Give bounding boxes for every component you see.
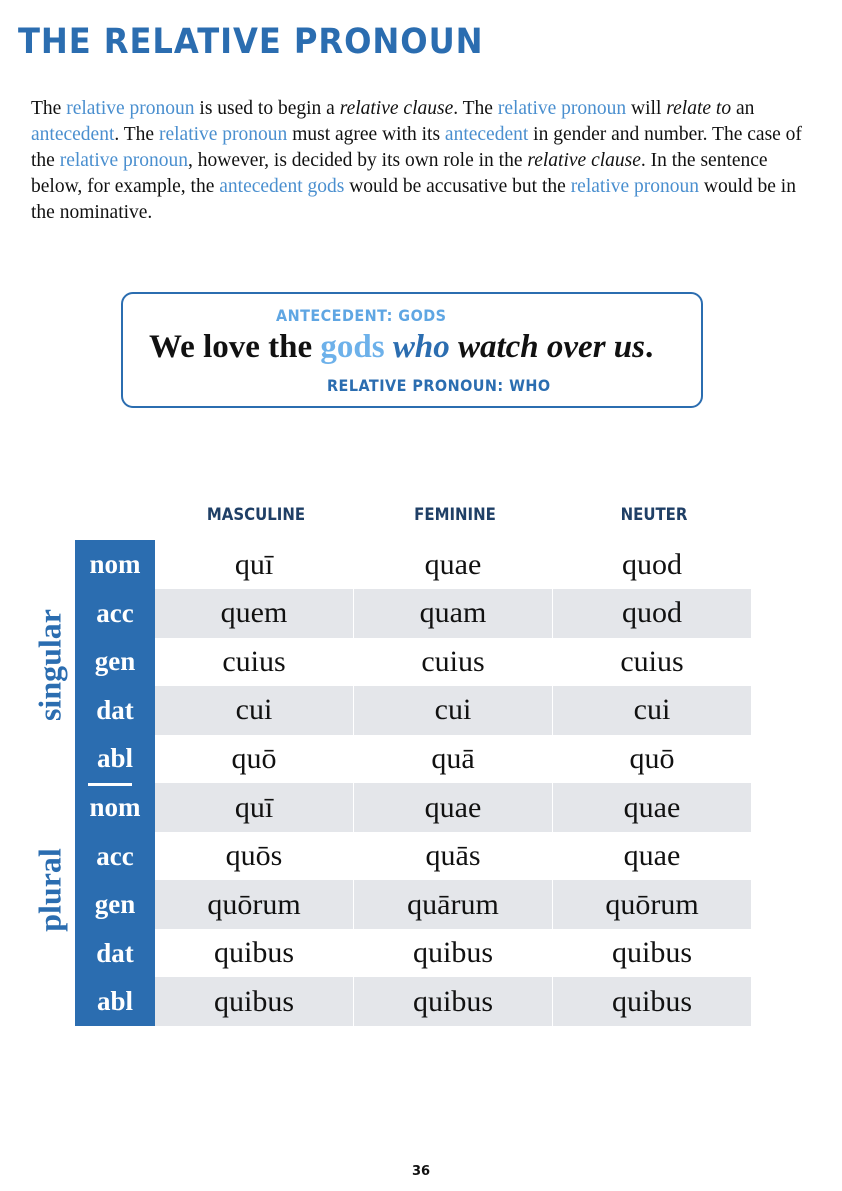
feminine-cell: quārum [354,880,552,929]
feminine-cell: quā [431,741,475,775]
singular-label: singular [31,608,68,722]
masculine-cell: quī [155,783,353,832]
italic-term: relative clause [527,150,641,171]
sentence-antecedent-word: gods [320,329,385,365]
intro-text: would be in the nominative. [31,176,796,223]
masculine-cell: cui [155,686,353,735]
masculine-cell: quōrum [155,880,353,929]
feminine-cell: cui [354,686,552,735]
sentence-relative-pronoun-word: who [392,329,450,365]
intro-text: is used to begin a [194,98,340,119]
masculine-cell: quī [234,547,274,581]
number-divider [88,783,132,786]
intro-text: will [626,98,667,119]
page-title: THE RELATIVE PRONOUN [18,22,484,62]
intro-text: would be accusative but the [344,176,571,197]
highlighted-term: antecedent [31,124,115,145]
highlighted-term: antecedent [444,124,529,145]
page-number: 36 [411,1164,431,1179]
feminine-cell: cuius [421,644,485,678]
column-header-masculine: MASCULINE [206,505,306,525]
table-row [75,734,752,783]
feminine-cell: quam [354,589,552,638]
table-row [75,686,752,735]
intro-text: The [31,98,67,119]
masculine-cell: cuius [222,644,286,678]
case-label: abl [75,977,155,1026]
neuter-cell: quae [623,839,681,873]
intro-text: . The [453,98,498,119]
highlighted-term: relative pronoun [497,98,627,119]
italic-term: relative clause [339,98,454,119]
neuter-cell: cuius [620,644,684,678]
highlighted-term: relative pronoun [59,150,189,171]
case-label: acc [75,832,155,881]
neuter-cell: quō [629,741,675,775]
table-row [75,929,752,978]
feminine-cell: quibus [412,936,493,970]
case-label: nom [75,540,155,589]
case-label: acc [75,589,155,638]
intro-text: . The [114,124,159,145]
sentence-period: . [644,329,654,365]
masculine-cell: quibus [213,936,294,970]
case-label: abl [75,734,155,783]
case-label: dat [75,929,155,978]
neuter-cell: quibus [553,977,751,1026]
masculine-cell: quem [155,589,353,638]
feminine-cell: quibus [354,977,552,1026]
masculine-cell: quōs [225,839,283,873]
highlighted-term: relative pronoun [158,124,288,145]
intro-text: must agree with its [287,124,445,145]
highlighted-term: antecedent gods [219,176,345,197]
case-label: gen [75,637,155,686]
column-header-neuter: NEUTER [620,505,688,525]
italic-term: relate to [666,98,732,119]
antecedent-annotation: ANTECEDENT: GODS [276,306,447,325]
neuter-cell: cui [553,686,751,735]
case-label: nom [75,783,155,832]
case-label: dat [75,686,155,735]
feminine-cell: quae [424,547,482,581]
example-sentence-box [121,292,703,408]
relative-pronoun-annotation: RELATIVE PRONOUN: WHO [327,376,551,395]
intro-paragraph [31,96,811,226]
table-row [75,832,752,881]
plural-label: plural [31,848,68,932]
intro-text: , however, is decided by its own role in the [188,150,528,171]
table-row [75,540,752,589]
table-row [75,977,752,1026]
neuter-cell: quod [622,547,682,581]
highlighted-term: relative pronoun [570,176,700,197]
intro-text: in gender and number. The case of the [31,124,802,171]
feminine-cell: quās [425,839,481,873]
highlighted-term: relative pronoun [66,98,195,119]
feminine-cell: quae [354,783,552,832]
column-header-feminine: FEMININE [414,505,496,525]
case-label: gen [75,880,155,929]
sentence-start: We love the [149,329,321,365]
intro-text: an [731,98,755,119]
neuter-cell: quibus [611,936,692,970]
example-sentence [149,329,653,366]
table-row [75,783,752,832]
sentence-relative-clause: watch over us [457,329,645,365]
table-row [75,880,752,929]
neuter-cell: quae [553,783,751,832]
neuter-cell: quod [553,589,751,638]
neuter-cell: quōrum [553,880,751,929]
table-row [75,637,752,686]
masculine-cell: quibus [155,977,353,1026]
intro-text: . In the sentence below, for example, the [31,150,768,197]
table-row [75,589,752,638]
masculine-cell: quō [231,741,277,775]
